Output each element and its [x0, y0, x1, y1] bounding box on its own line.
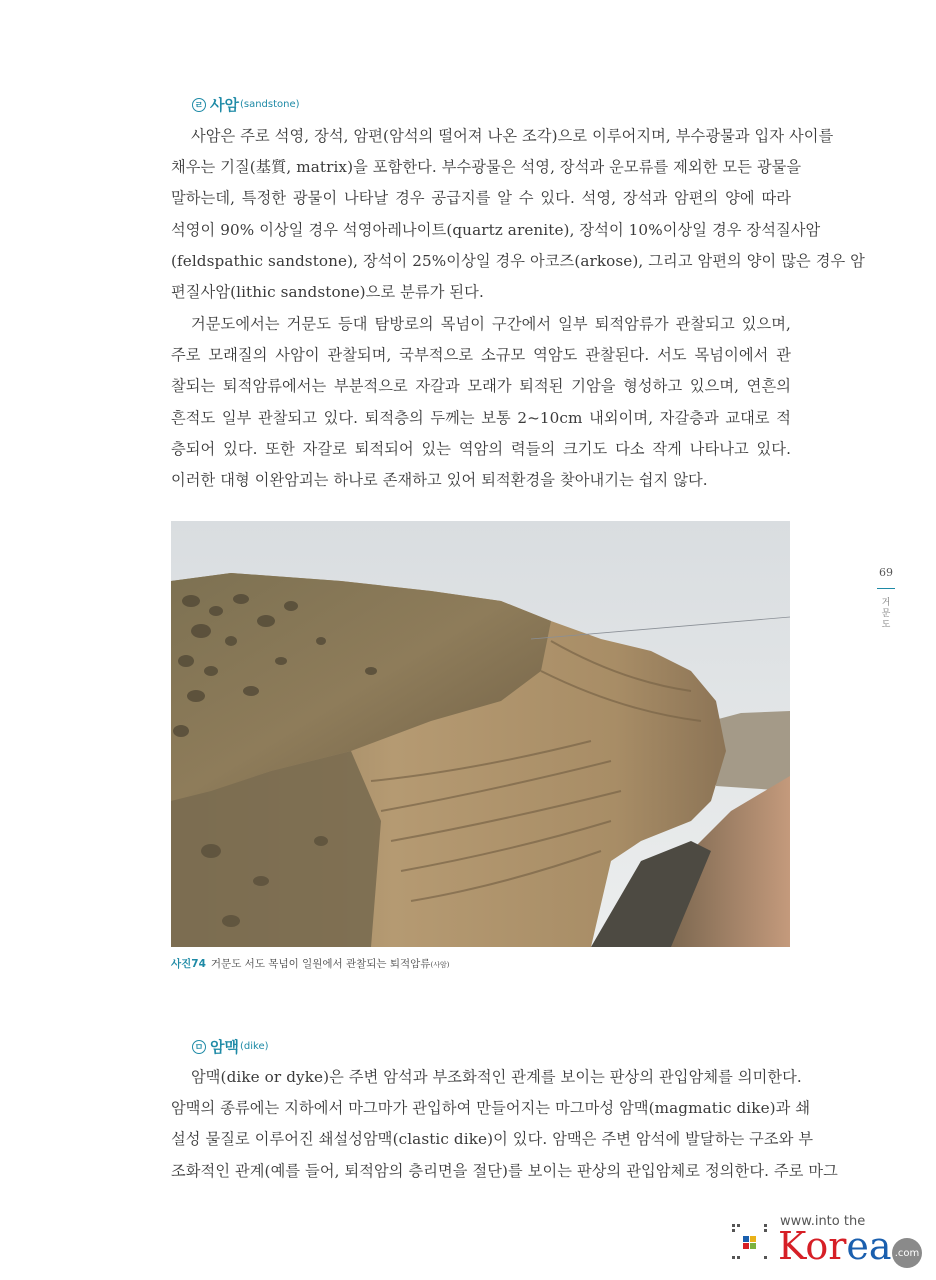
- caption-note: (사암): [430, 961, 450, 969]
- watermark-logo: [730, 1214, 926, 1274]
- watermark-dotcom: .com: [892, 1238, 922, 1268]
- page-number: 69: [879, 566, 893, 579]
- text-line: 찰되는 퇴적암류에서는 부분적으로 자갈과 모래가 퇴적된 기암을 형성하고 있으며, 연흔의: [171, 377, 791, 396]
- text-line: 석영이 90% 이상일 경우 석영아레나이트(quartz arenite), 장석이 10%이상일 경우 장석질사암: [171, 220, 821, 239]
- section-title: 사암: [210, 96, 239, 114]
- photo-caption: [171, 956, 449, 971]
- chapter-title: 거문도: [881, 598, 891, 630]
- caption-text: 거문도 서도 목넘이 일원에서 관찰되는 퇴적암류: [210, 958, 431, 970]
- section-title: 암맥: [210, 1038, 239, 1056]
- watermark-brand-b: ea: [846, 1224, 892, 1268]
- paragraph-geomundo-observation: [171, 309, 791, 496]
- text-line: 사암은 주로 석영, 장석, 암편(암석의 떨어져 나온 조각)으로 이루어지며, 부수광물과 입자 사이를: [191, 127, 834, 145]
- section-heading-sandstone: [192, 94, 300, 115]
- text-line: 암맥(dike or dyke)은 주변 암석과 부조화적인 관계를 보이는 판상의 관입암체를 의미한다.: [191, 1068, 802, 1086]
- sandstone-outcrop-photo: [171, 521, 790, 947]
- text-line: 암맥의 종류에는 지하에서 마그마가 관입하여 만들어지는 마그마성 암맥(magmatic dike)과 쇄: [171, 1099, 811, 1118]
- watermark-www: www.into the: [780, 1214, 866, 1229]
- text-line: 채우는 기질(基質, matrix)을 포함한다. 부수광물은 석영, 장석과 운모류를 제외한 모든 광물을: [171, 158, 802, 177]
- section-marker: ㄹ: [192, 98, 206, 112]
- text-line: 편질사암(lithic sandstone)으로 분류가 된다.: [171, 282, 484, 301]
- text-line: (feldspathic sandstone), 장석이 25%이상일 경우 아코즈(arkose), 그리고 암편의 양이 많은 경우 암: [171, 251, 865, 270]
- paragraph-dike-definition: [171, 1062, 838, 1187]
- text-line: 층되어 있다. 또한 자갈로 퇴적되어 있는 역암의 력들의 크기도 다소 작게 나타나고 있다.: [171, 439, 791, 458]
- text-line: 흔적도 일부 관찰되고 있다. 퇴적층의 두께는 보통 2~10cm 내외이며, 자갈층과 교대로 적: [171, 408, 791, 427]
- text-line: 거문도에서는 거문도 등대 탐방로의 목넘이 구간에서 일부 퇴적암류가 관찰되고 있으며,: [191, 315, 791, 333]
- section-title-en: (sandstone): [239, 99, 300, 110]
- caption-label: 사진74: [171, 958, 206, 970]
- side-divider: [877, 588, 895, 589]
- watermark-brand: [778, 1224, 892, 1268]
- text-line: 조화적인 관계(예를 들어, 퇴적암의 층리면을 절단)를 보이는 판상의 관입암체로 정의한다. 주로 마그: [171, 1161, 838, 1180]
- paragraph-sandstone-definition: [171, 121, 865, 308]
- pixel-grid-icon: [730, 1222, 774, 1266]
- text-line: 주로 모래질의 사암이 관찰되며, 국부적으로 소규모 역암도 관찰된다. 서도 목넘이에서 관: [171, 346, 791, 365]
- text-line: 말하는데, 특정한 광물이 나타날 경우 공급지를 알 수 있다. 석영, 장석과 암편의 양에 따라: [171, 189, 791, 208]
- section-heading-dike: [192, 1036, 269, 1057]
- section-title-en: (dike): [239, 1041, 269, 1052]
- text-line: 설성 물질로 이루어진 쇄설성암맥(clastic dike)이 있다. 암맥은 주변 암석에 발달하는 구조와 부: [171, 1130, 814, 1149]
- watermark-brand-a: Kor: [778, 1224, 847, 1268]
- section-marker: ㅁ: [192, 1040, 206, 1054]
- text-line: 이러한 대형 이완암괴는 하나로 존재하고 있어 퇴적환경을 찾아내기는 쉽지 않다.: [171, 470, 708, 489]
